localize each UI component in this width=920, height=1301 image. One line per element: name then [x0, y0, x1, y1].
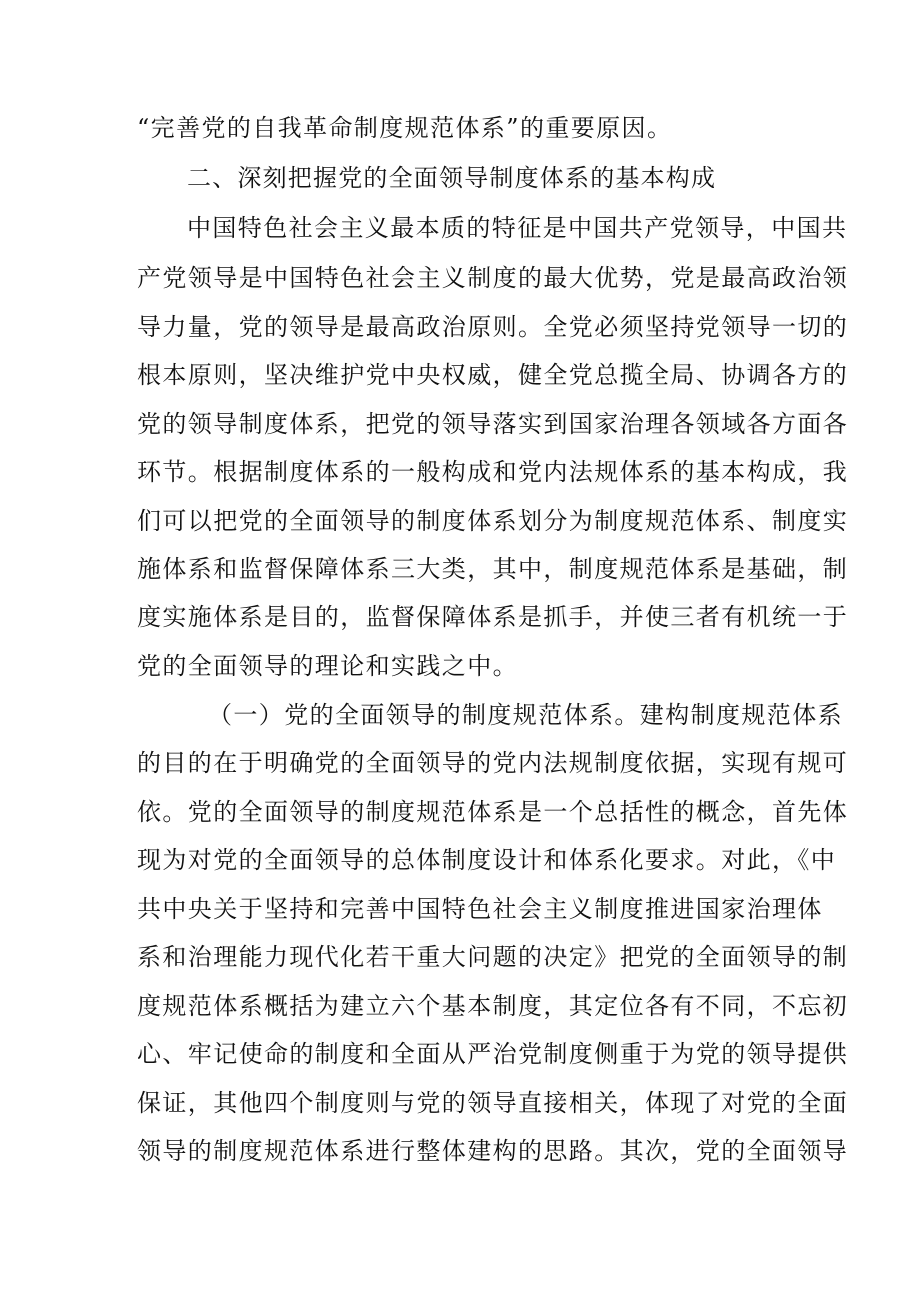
- paragraph-line: 保证，其他四个制度则与党的领导直接相关，体现了对党的全面: [137, 1089, 849, 1117]
- paragraph-line: 环节。根据制度体系的一般构成和党内法规体系的基本构成，我: [137, 458, 849, 486]
- paragraph-line: 施体系和监督保障体系三大类，其中，制度规范体系是基础，制: [137, 555, 849, 583]
- paragraph-line: 度规范体系概括为建立六个基本制度，其定位各有不同，不忘初: [137, 992, 849, 1020]
- section-heading: 二、深刻把握党的全面领导制度体系的基本构成: [187, 164, 717, 192]
- paragraph-line: 度实施体系是目的，监督保障体系是抓手，并使三者有机统一于: [137, 603, 849, 631]
- paragraph-line: 产党领导是中国特色社会主义制度的最大优势，党是最高政治领: [137, 264, 849, 292]
- paragraph-line: 党的领导制度体系，把党的领导落实到国家治理各领域各方面各: [137, 410, 849, 438]
- subsection-heading-line: （一）党的全面领导的制度规范体系。建构制度规范体系: [208, 701, 843, 729]
- paragraph-line: 系和治理能力现代化若干重大问题的决定》把党的全面领导的制: [137, 943, 849, 971]
- paragraph-line: “完善党的自我革命制度规范体系”的重要原因。: [137, 114, 673, 142]
- paragraph-line: 们可以把党的全面领导的制度体系划分为制度规范体系、制度实: [137, 507, 849, 535]
- paragraph-line: 心、牢记使命的制度和全面从严治党制度侧重于为党的领导提供: [137, 1040, 849, 1068]
- paragraph-line: 中国特色社会主义最本质的特征是中国共产党领导，中国共: [187, 214, 848, 242]
- paragraph-line: 的目的在于明确党的全面领导的党内法规制度依据，实现有规可: [137, 749, 849, 777]
- paragraph-line: 领导的制度规范体系进行整体建构的思路。其次，党的全面领导: [137, 1137, 849, 1165]
- paragraph-line: 共中央关于坚持和完善中国特色社会主义制度推进国家治理体: [137, 895, 823, 923]
- paragraph-line: 现为对党的全面领导的总体制度设计和体系化要求。对此，《中: [137, 846, 837, 874]
- paragraph-line: 依。党的全面领导的制度规范体系是一个总括性的概念，首先体: [137, 798, 849, 826]
- paragraph-line: 导力量，党的领导是最高政治原则。全党必须坚持党领导一切的: [137, 313, 849, 341]
- paragraph-line: 党的全面领导的理论和实践之中。: [137, 652, 518, 680]
- paragraph-line: 根本原则，坚决维护党中央权威，健全党总揽全局、协调各方的: [137, 361, 849, 389]
